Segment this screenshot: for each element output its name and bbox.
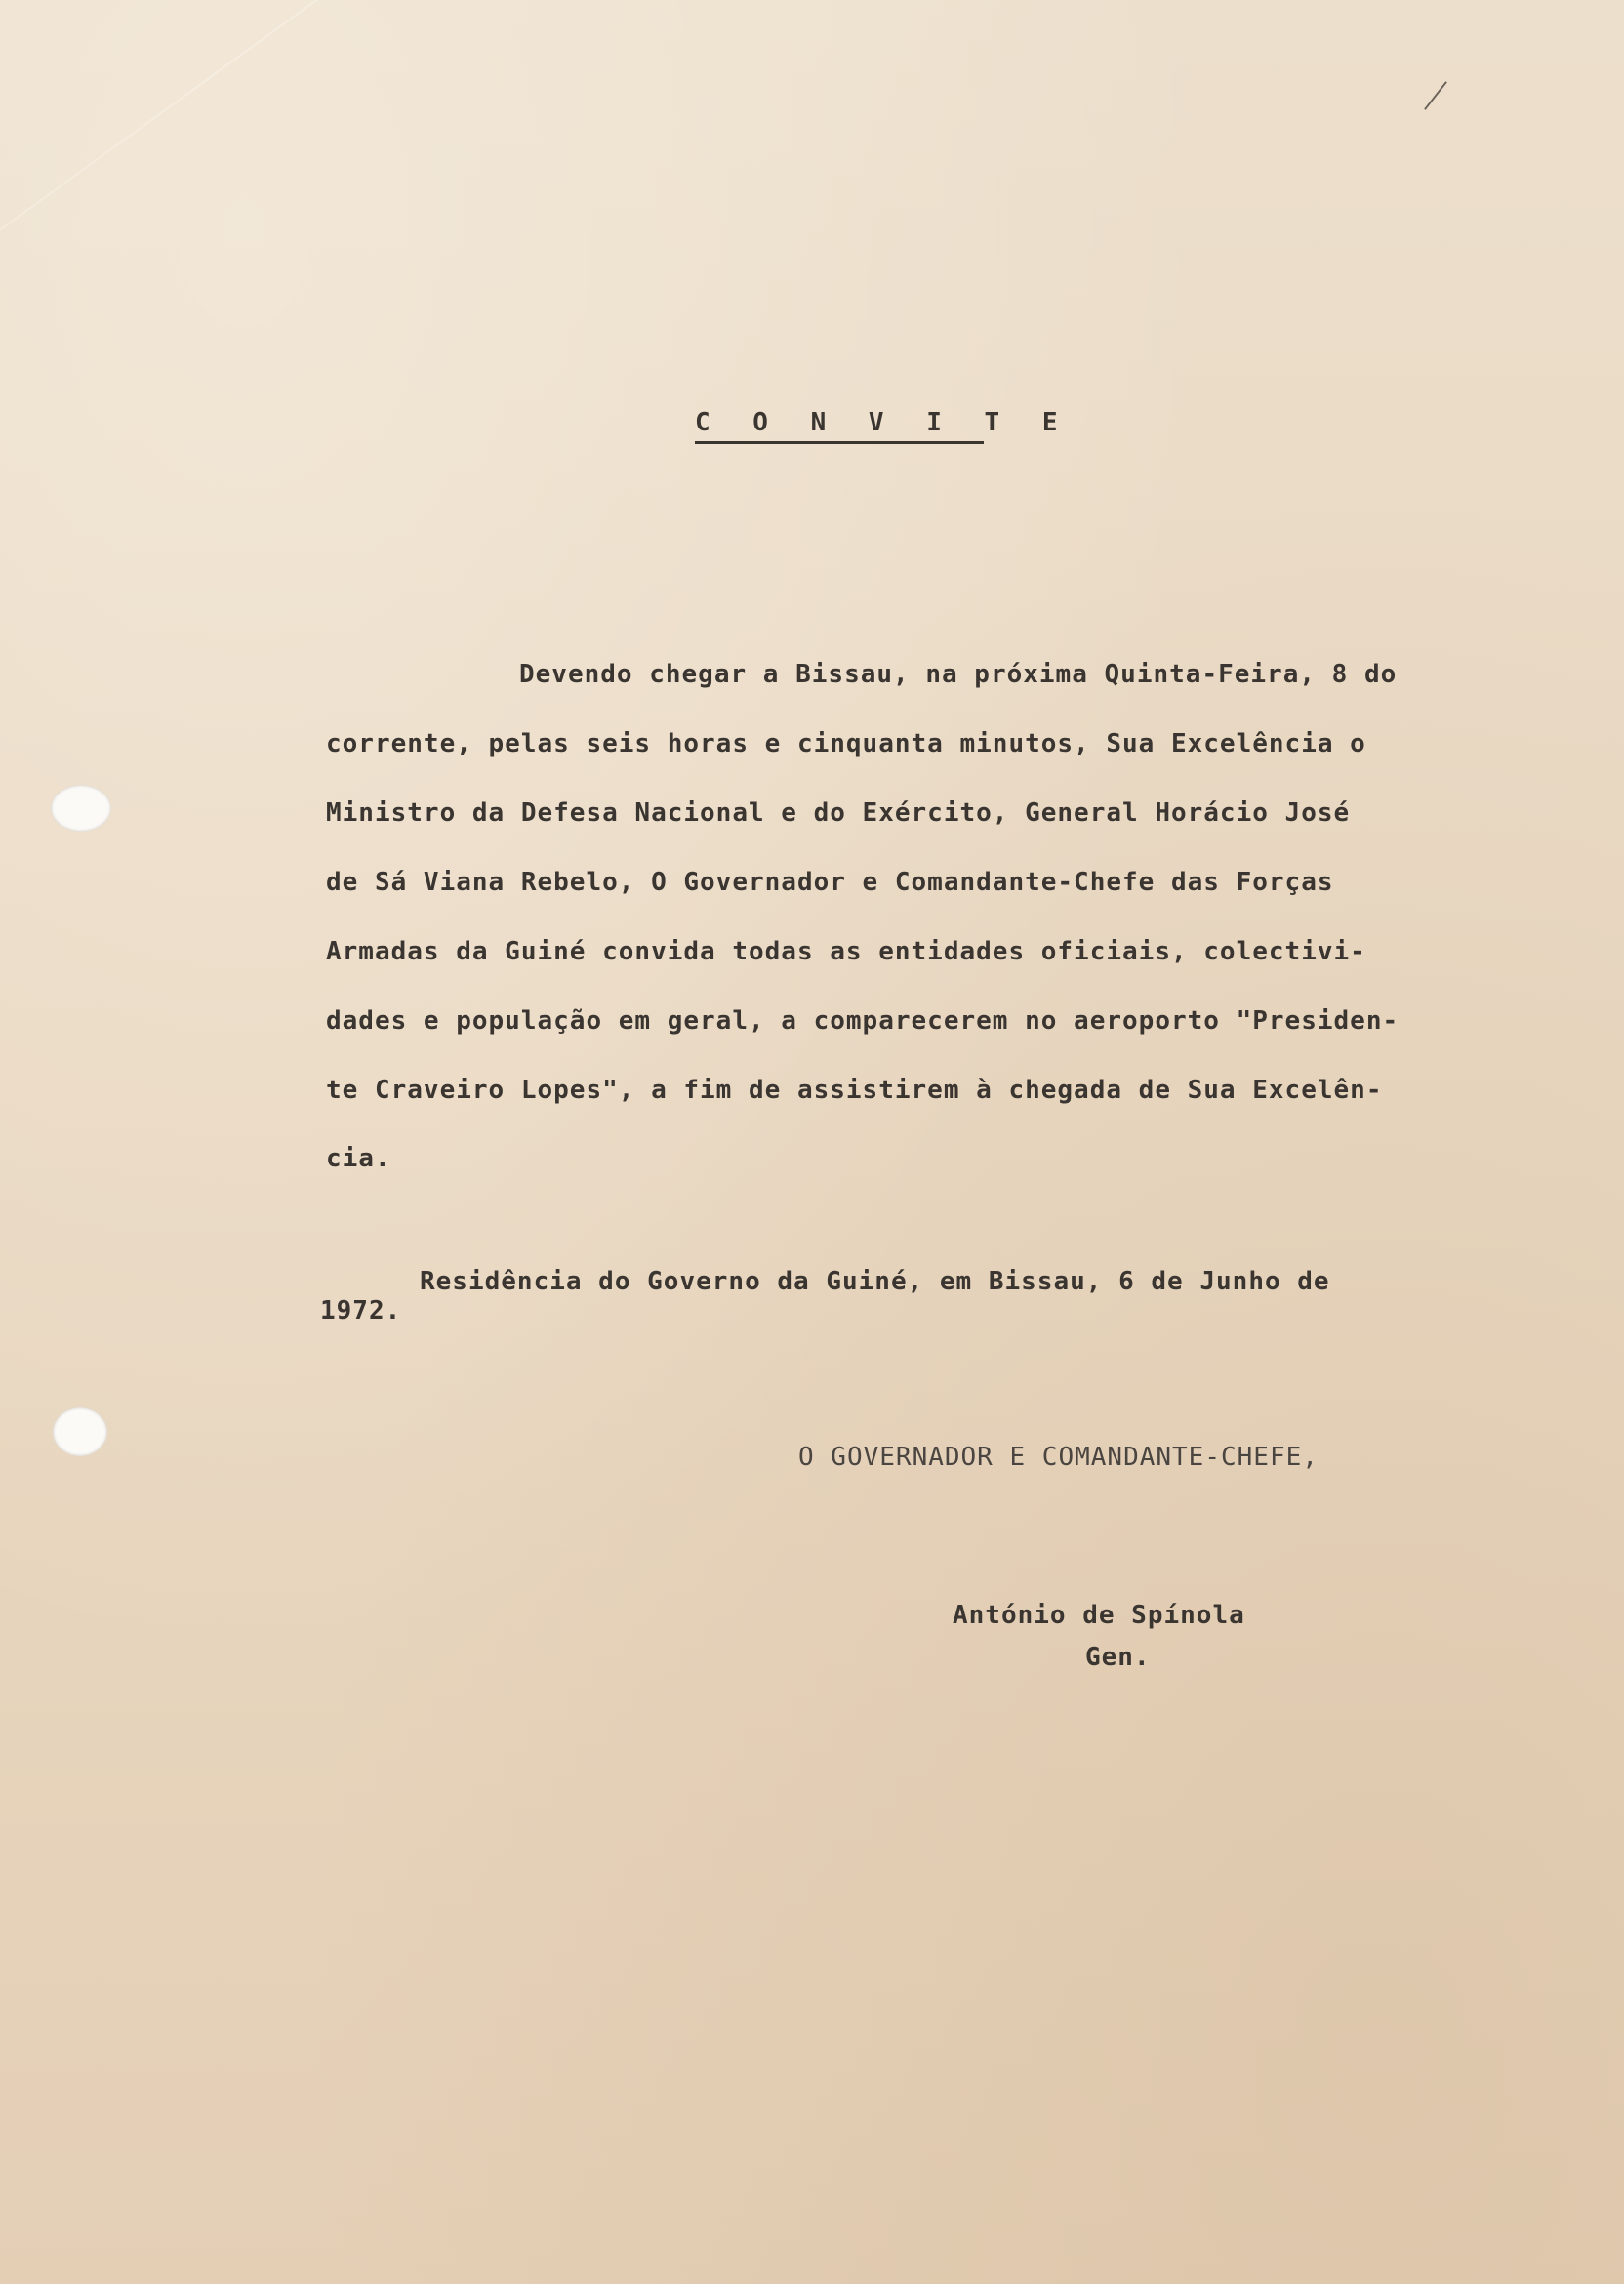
signatory-title: O GOVERNADOR E COMANDANTE-CHEFE, <box>798 1443 1319 1472</box>
body-line-3: Ministro da Defesa Nacional e do Exército, General Horácio José <box>326 798 1351 828</box>
punch-hole-bottom <box>53 1407 107 1456</box>
place-date-line-1: Residência do Governo da Guiné, em Bissau, 6 de Junho de <box>420 1267 1330 1296</box>
body-line-7: te Craveiro Lopes", a fim de assistirem à chegada de Sua Excelên- <box>326 1076 1383 1105</box>
body-line-1: Devendo chegar a Bissau, na próxima Quinta-Feira, 8 do <box>519 660 1398 689</box>
place-date-line-2: 1972. <box>320 1296 402 1326</box>
paper-fold <box>0 0 595 373</box>
signatory-name: António de Spínola <box>953 1601 1245 1630</box>
signatory-rank: Gen. <box>1085 1643 1151 1672</box>
pencil-mark <box>1424 81 1447 110</box>
body-line-2: corrente, pelas seis horas e cinquanta minutos, Sua Excelência o <box>326 729 1366 758</box>
body-line-4: de Sá Viana Rebelo, O Governador e Comandante-Chefe das Forças <box>326 868 1334 897</box>
document-title: C O N V I T E <box>695 408 984 444</box>
body-line-6: dades e população em geral, a comparecerem no aeroporto "Presiden- <box>326 1006 1400 1036</box>
punch-hole-top <box>51 785 111 832</box>
body-line-5: Armadas da Guiné convida todas as entidades oficiais, colectivi- <box>326 937 1366 966</box>
body-line-8: cia. <box>326 1144 391 1173</box>
